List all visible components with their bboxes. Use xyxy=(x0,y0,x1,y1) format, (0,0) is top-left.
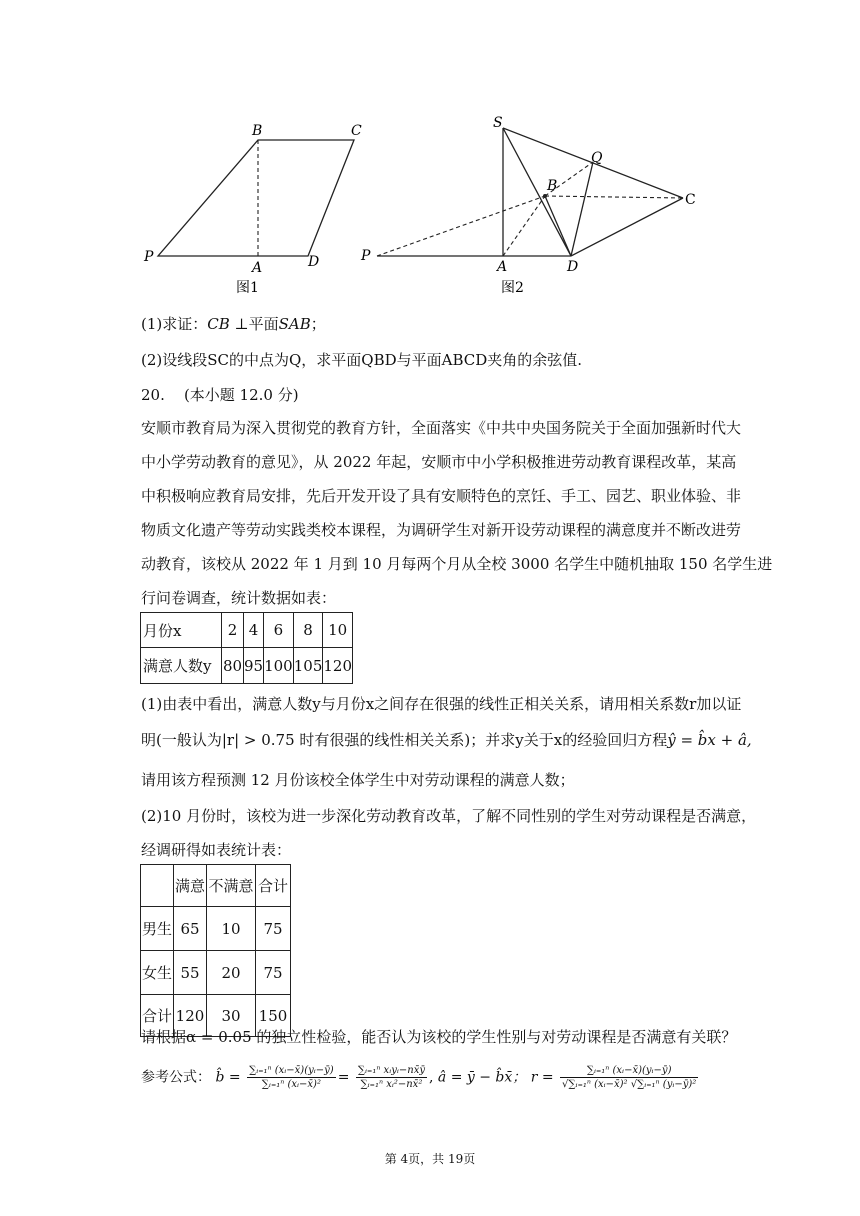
q20-intro-4: 物质文化遗产等劳动实践类校本课程，为调研学生对新开设劳动课程的满意度并不断改进劳 xyxy=(141,521,742,539)
page-footer: 第 4页，共 19页 xyxy=(384,1152,476,1166)
q20-part2-line2: 经调研得如表统计表： xyxy=(141,841,292,859)
table-gender-satisfaction: 满意 不满意 合计 男生 65 10 75 女生 55 20 75 合计 120 30 150 xyxy=(140,864,291,1037)
caption-fig1: 图1 xyxy=(236,280,259,296)
q20-question: 请根据α = 0.05 的独立性检验，能否认为该校的学生性别与对劳动课程是否满意有关联？ xyxy=(141,1028,737,1046)
q20-intro-2: 中小学劳动教育的意见》，从 2022 年起，安顺市中小学积极推进劳动教育课程改革，某高 xyxy=(141,453,737,471)
table-month-satisfaction: 月份x 2 4 6 8 10 满意人数y 80 95 100 105 120 xyxy=(140,612,353,684)
q20-part1-line3: 请用该方程预测 12 月份该校全体学生中对劳动课程的满意人数； xyxy=(141,771,575,789)
label-c: C xyxy=(351,123,362,139)
q20-intro-3: 中积极响应教育局安排，先后开发开设了具有安顺特色的烹饪、手工、园艺、职业体验、非 xyxy=(141,487,742,505)
label-d2: D xyxy=(567,259,579,275)
parallelogram-pbcd xyxy=(158,140,354,256)
label-c2: C xyxy=(685,192,696,208)
q20-header: 20. (本小题 12.0 分) xyxy=(141,386,299,404)
label-a: A xyxy=(252,260,263,276)
reference-formulas: 参考公式： b̂ = $\frac{\text{∑ᵢ₌₁ⁿ (xᵢ−x̄)(yᵢ−ȳ)}}{\text{∑ᵢ₌₁ⁿ (xᵢ−x̄)²}}$ = $\frac{\text{∑ᵢ₌₁ⁿ xᵢyᵢ−nx̄ȳ}}{\text{∑ᵢ₌₁ⁿ xᵢ²−nx̄²}}$ , â = ȳ − b̂x̄； r = $\frac{\text{∑ᵢ₌₁ⁿ (xᵢ−x̄)(yᵢ−ȳ)}}{\text{√∑ᵢ₌₁ⁿ (xᵢ−x̄)² √∑ᵢ₌₁ⁿ (yᵢ−ȳ)²}}$ xyxy=(141,1065,697,1090)
q20-intro-1: 安顺市教育局为深入贯彻党的教育方针，全面落实《中共中央国务院关于全面加强新时代大 xyxy=(141,419,742,437)
t1-row1-label: 月份x xyxy=(141,613,222,648)
label-b2: B xyxy=(547,178,558,194)
q20-part1-line2: 明(一般认为|r| > 0.75 时有很强的线性相关关系)；并求y关于x的经验回归方程ŷ = b̂x + â, xyxy=(141,731,752,749)
regression-eq: ŷ = b̂x + â, xyxy=(667,731,752,749)
label-b: B xyxy=(252,123,263,139)
label-q: Q xyxy=(591,150,603,166)
label-p2: P xyxy=(361,248,371,264)
figure-1 xyxy=(140,120,380,305)
figure-2 xyxy=(355,110,705,305)
label-s: S xyxy=(493,115,503,131)
label-d: D xyxy=(308,254,320,270)
t1-row2-label: 满意人数y xyxy=(141,648,222,684)
label-a2: A xyxy=(497,259,508,275)
q20-intro-5: 动教育，该校从 2022 年 1 月到 10 月每两个月从全校 3000 名学生中随机抽取 150 名学生进 xyxy=(141,555,773,573)
q20-part2-line1: (2)10 月份时，该校为进一步深化劳动教育改革，了解不同性别的学生对劳动课程是否满意， xyxy=(141,807,757,825)
q20-part1-line1: (1)由表中看出，满意人数y与月份x之间存在很强的线性正相关关系，请用相关系数r加以证 xyxy=(141,695,742,713)
label-p: P xyxy=(144,249,154,265)
q19-part2: (2)设线段SC的中点为Q，求平面QBD与平面ABCD夹角的余弦值. xyxy=(141,351,583,369)
q20-intro-6: 行问卷调查，统计数据如表： xyxy=(141,589,337,607)
caption-fig2: 图2 xyxy=(501,280,524,296)
q19-part1: (1)求证：CB ⊥平面SAB； xyxy=(141,315,326,333)
